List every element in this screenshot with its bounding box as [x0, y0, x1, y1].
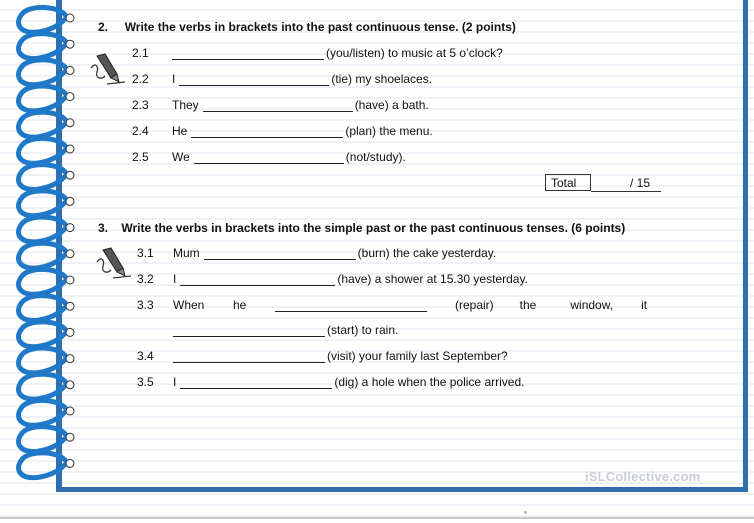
item-3-5-number: 3.5: [137, 375, 154, 389]
spiral-ring: [19, 60, 74, 85]
spiral-ring: [19, 217, 74, 242]
total-box: [545, 174, 591, 191]
spiral-ring: [19, 243, 74, 268]
item-2-5: [172, 150, 406, 164]
spiral-ring: [19, 191, 74, 216]
frame-bottom-border: [56, 487, 748, 492]
spiral-ring: [19, 453, 74, 478]
item-2-3-text: (have) a bath.: [354, 98, 429, 112]
spiral-ring: [19, 427, 74, 452]
item-3-3-continuation: (start) to rain.: [327, 323, 399, 337]
item-2-5-subject: We: [172, 150, 190, 164]
spiral-ring: [19, 374, 74, 399]
item-2-2-subject: I: [172, 72, 176, 86]
frame-right-border: [743, 0, 748, 492]
item-3-2-number: 3.2: [137, 272, 154, 286]
question-2-title: Write the verbs in brackets into the past continuous tense. (2 points): [124, 20, 516, 34]
spiral-ring: [19, 400, 74, 425]
watermark-logo: iSLCollective.com: [585, 469, 701, 484]
item-3-4-number: 3.4: [137, 349, 154, 363]
spiral-ring: [19, 165, 74, 190]
item-3-3-number: 3.3: [137, 298, 154, 312]
item-3-4: [173, 349, 508, 363]
answer-blank-3-1[interactable]: [204, 248, 356, 260]
item-2-4-subject: He: [172, 124, 188, 138]
answer-blank-3-3a[interactable]: [275, 300, 427, 312]
item-2-4: [172, 124, 433, 138]
item-3-1-subject: Mum: [173, 246, 200, 260]
total-label: Total: [551, 176, 577, 190]
item-3-1-text: (burn) the cake yesterday.: [357, 246, 497, 260]
item-3-3-word-repair: (repair): [455, 298, 494, 312]
spiral-binding: [0, 0, 80, 492]
answer-blank-3-4[interactable]: [173, 351, 325, 363]
question-2-number: 2.: [98, 20, 109, 34]
speck: [524, 511, 527, 514]
item-3-3-word-it: it: [641, 298, 648, 312]
pen-writing-icon-2: [93, 246, 133, 282]
item-2-3-subject: They: [172, 98, 199, 112]
item-3-2-subject: I: [173, 272, 177, 286]
item-3-3-word-he: he: [233, 298, 247, 312]
question-2-heading: [98, 20, 516, 34]
item-2-1: [172, 46, 503, 60]
item-3-2: [173, 272, 528, 286]
item-3-1-number: 3.1: [137, 246, 154, 260]
answer-blank-2-5[interactable]: [194, 152, 344, 164]
item-3-4-text: (visit) your family last September?: [327, 349, 508, 363]
spiral-ring: [19, 138, 74, 163]
question-3-title: Write the verbs in brackets into the simple past or the past continuous tenses. (6 points): [121, 221, 626, 235]
spiral-ring: [19, 296, 74, 321]
item-3-3-word-when: When: [173, 298, 205, 312]
item-2-5-number: 2.5: [132, 150, 149, 164]
item-3-3-word-the: the: [519, 298, 537, 312]
answer-blank-2-3[interactable]: [203, 100, 353, 112]
item-3-3-line-2: [173, 323, 398, 337]
total-score: / 15: [630, 176, 651, 190]
answer-blank-3-5[interactable]: [180, 377, 332, 389]
spiral-ring: [19, 34, 74, 59]
item-3-2-text: (have) a shower at 15.30 yesterday.: [337, 272, 528, 286]
item-2-1-text: (you/listen) to music at 5 o’clock?: [326, 46, 503, 60]
total-score-line: [591, 191, 661, 192]
answer-blank-2-1[interactable]: [172, 48, 324, 60]
spiral-ring: [19, 86, 74, 111]
item-2-2-text: (tie) my shoelaces.: [331, 72, 433, 86]
question-3-number: 3.: [98, 221, 109, 235]
item-2-2: [172, 72, 432, 86]
item-2-2-number: 2.2: [132, 72, 149, 86]
item-2-1-number: 2.1: [132, 46, 149, 60]
spiral-ring: [19, 322, 74, 347]
item-3-5-subject: I: [173, 375, 177, 389]
item-2-4-number: 2.4: [132, 124, 149, 138]
item-3-1: [173, 246, 496, 260]
item-3-3-word-window: window,: [570, 298, 614, 312]
question-3-heading: [98, 221, 625, 235]
answer-blank-2-2[interactable]: [179, 74, 329, 86]
item-2-3-number: 2.3: [132, 98, 149, 112]
item-3-5-text: (dig) a hole when the police arrived.: [334, 375, 525, 389]
answer-blank-2-4[interactable]: [191, 126, 343, 138]
answer-blank-3-3b[interactable]: [173, 325, 325, 337]
spiral-ring: [19, 348, 74, 373]
spiral-ring: [19, 7, 74, 32]
page-bottom-shadow: [0, 517, 754, 519]
item-3-3-line-1: [173, 298, 647, 312]
pen-writing-icon: [87, 52, 127, 88]
item-2-4-text: (plan) the menu.: [345, 124, 433, 138]
item-2-3: [172, 98, 429, 112]
spiral-ring: [19, 269, 74, 294]
item-3-5: [173, 375, 524, 389]
item-2-5-text: (not/study).: [345, 150, 406, 164]
answer-blank-3-2[interactable]: [180, 274, 335, 286]
spiral-ring: [19, 112, 74, 137]
